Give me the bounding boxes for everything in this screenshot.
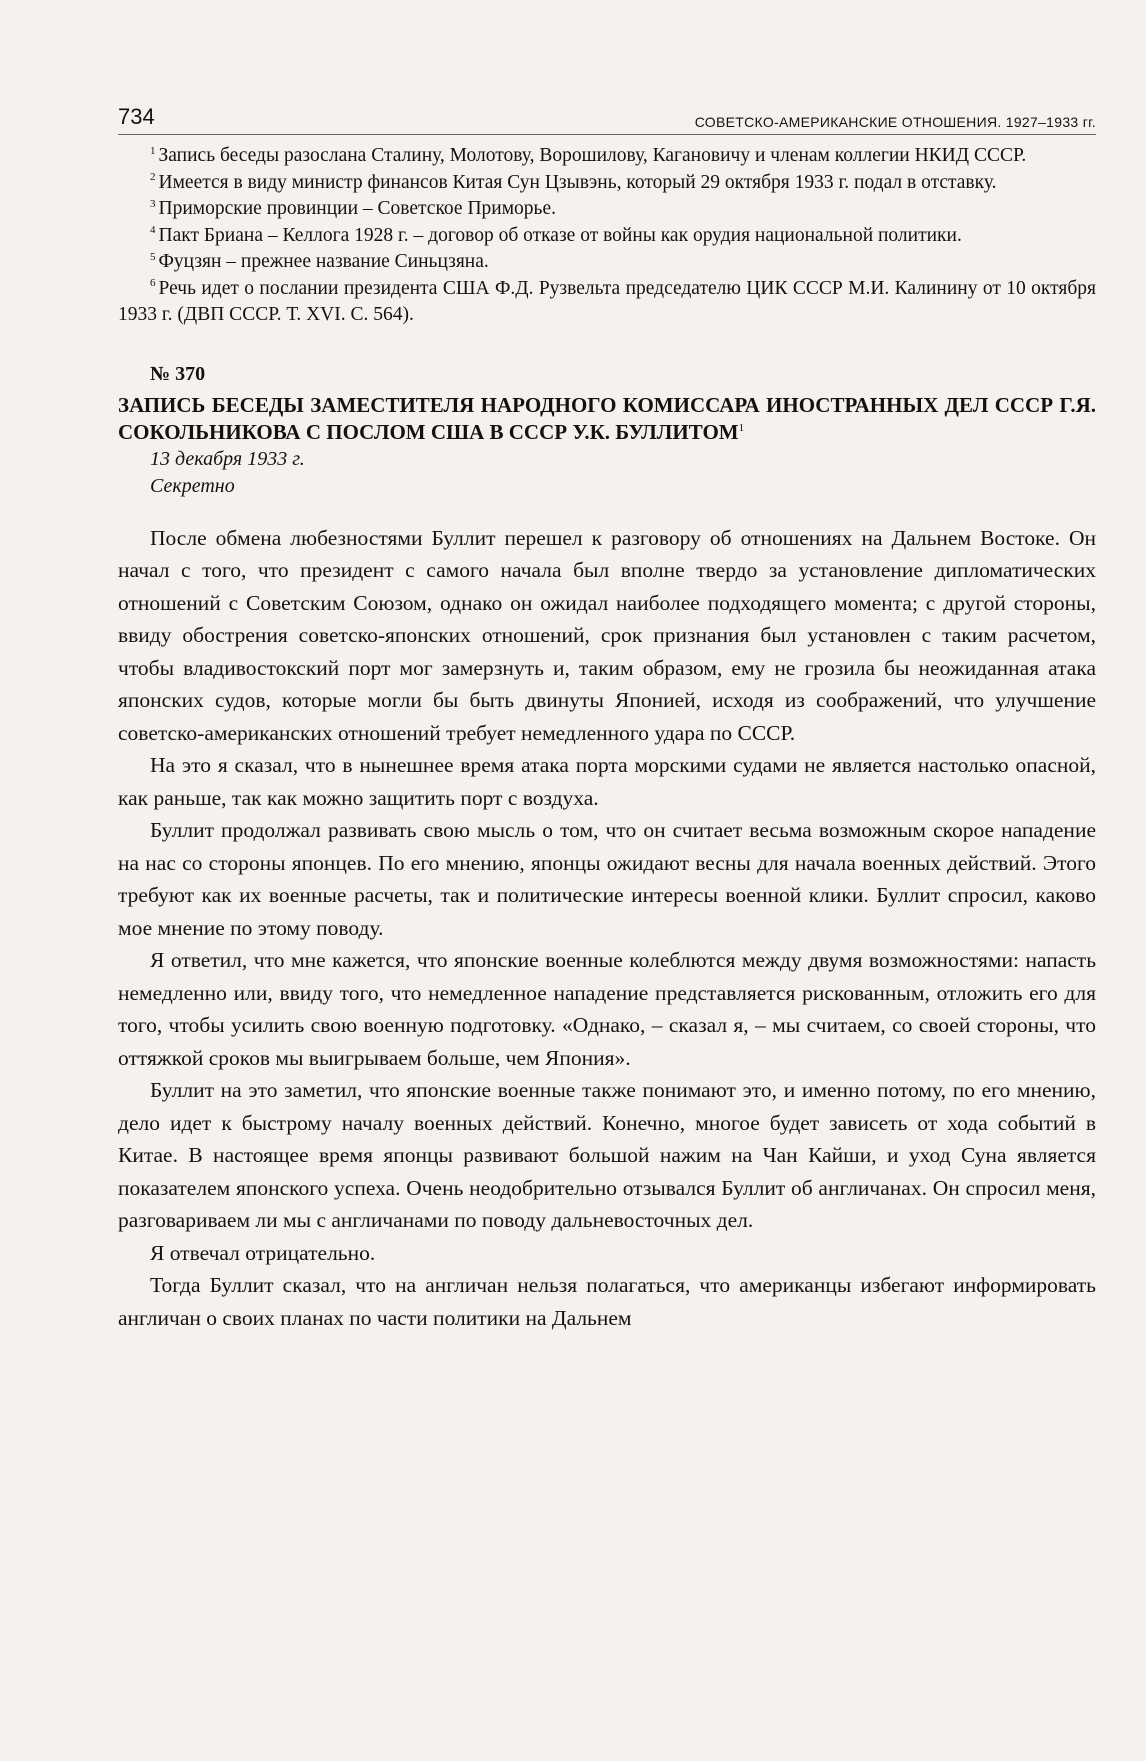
body-paragraph: Я ответил, что мне кажется, что японские военные колеблются между двумя возможностями: напасть немедленно или, ввиду того, что немедленное нападение представляется рискованным, отложить его для того, чтобы усилить свою военную подготовку. «Однако, – сказал я, – мы считаем, со своей стороны, что оттяжкой сроков мы выигрываем больше, чем Япония». bbox=[118, 948, 1096, 1070]
footnote-mark: 2 bbox=[150, 171, 156, 183]
document-title-mark: 1 bbox=[738, 421, 745, 434]
body-paragraph: Я отвечал отрицательно. bbox=[150, 1240, 376, 1265]
footnote bbox=[118, 223, 1096, 250]
body-paragraph: Буллит продолжал развивать свою мысль о том, что он считает весьма возможным скорое нападение на нас со стороны японцев. По его мнению, японцы ожидают весны для начала военных действий. Этого требуют как их военные расчеты, так и политические интересы военной клики. Буллит спросил, каково мое мнение по этому поводу. bbox=[118, 818, 1096, 940]
document-body bbox=[118, 522, 1096, 1335]
footnote bbox=[118, 196, 1096, 223]
footnote bbox=[118, 170, 1096, 197]
footnotes-section bbox=[118, 143, 1096, 329]
footnote-mark: 1 bbox=[150, 144, 156, 157]
document-number: № 370 bbox=[150, 362, 206, 385]
footnote bbox=[118, 143, 1096, 170]
body-paragraph: Буллит на это заметил, что японские военные также понимают это, и именно потому, по его мнению, дело идет к быстрому началу военных действий. Конечно, многое будет зависеть от хода событий в Китае. В настоящее время японцы развивают большой нажим на Чан Кайши, и уход Суна является показателем японского успеха. Очень неодобрительно отзывался Буллит об англичанах. Он спросил меня, разговариваем ли мы с англичанами по поводу дальневосточных дел. bbox=[118, 1078, 1096, 1232]
footnote-text: Фуцзян – прежнее название Синьцзяна. bbox=[158, 251, 489, 272]
footnote-mark: 5 bbox=[150, 250, 156, 263]
footnote-text: Пакт Бриана – Келлога 1928 г. – договор об отказе от войны как орудия национальной политики. bbox=[158, 224, 962, 246]
footnote-text: Приморские провинции – Советское Приморье. bbox=[158, 198, 556, 219]
footnote-mark: 4 bbox=[150, 224, 156, 236]
running-title: СОВЕТСКО-АМЕРИКАНСКИЕ ОТНОШЕНИЯ. 1927–1933 гг. bbox=[694, 114, 1096, 130]
footnote-text: Запись беседы разослана Сталину, Молотову, Ворошилову, Кагановичу и членам коллегии НКИД СССР. bbox=[158, 145, 1027, 166]
document-date: 13 декабря 1933 г. bbox=[150, 447, 305, 470]
footnote-mark: 3 bbox=[150, 197, 156, 210]
page-header bbox=[118, 98, 1096, 135]
document-title-text: ЗАПИСЬ БЕСЕДЫ ЗАМЕСТИТЕЛЯ НАРОДНОГО КОМИССАРА ИНОСТРАННЫХ ДЕЛ СССР Г.Я. СОКОЛЬНИКОВА С ПОСЛОМ США В СССР У.К. БУЛЛИТОМ bbox=[118, 392, 1096, 444]
footnote bbox=[118, 249, 1096, 276]
book-page bbox=[118, 98, 1096, 1738]
document-classification: Секретно bbox=[150, 474, 235, 497]
page-number: 734 bbox=[118, 104, 155, 129]
footnote-mark: 6 bbox=[150, 277, 156, 289]
body-paragraph: После обмена любезностями Буллит перешел к разговору об отношениях на Дальнем Востоке. Он начал с того, что президент с самого начала был вполне твердо за установление дипломатических отношений с Советским Союзом, однако он ожидал наиболее подходящего момента; с другой стороны, ввиду обострения советско-японских отношений, срок признания был установлен с таким расчетом, чтобы владивостокский порт мог замерзнуть и, таким образом, ему не грозила бы неожиданная атака японских судов, которые могли бы быть двинуты Японией, исходя из соображений, что улучшение советско-американских отношений требует немедленного удара по СССР. bbox=[118, 525, 1096, 745]
document-title bbox=[118, 392, 1096, 446]
footnote bbox=[118, 276, 1096, 329]
footnote-text: Имеется в виду министр финансов Китая Сун Цзывэнь, который 29 октября 1933 г. подал в отставку. bbox=[158, 171, 997, 193]
footnote-text: Речь идет о послании президента США Ф.Д. Рузвельта председателю ЦИК СССР М.И. Калинину от 10 октября 1933 г. (ДВП СССР. Т. XVI. С. 564). bbox=[118, 277, 1096, 325]
body-paragraph: На это я сказал, что в нынешнее время атака порта морскими судами не является настолько опасной, как раньше, так как можно защитить порт с воздуха. bbox=[118, 753, 1096, 810]
body-paragraph: Тогда Буллит сказал, что на англичан нельзя полагаться, что американцы избегают информировать англичан о своих планах по части политики на Дальнем bbox=[118, 1273, 1096, 1330]
